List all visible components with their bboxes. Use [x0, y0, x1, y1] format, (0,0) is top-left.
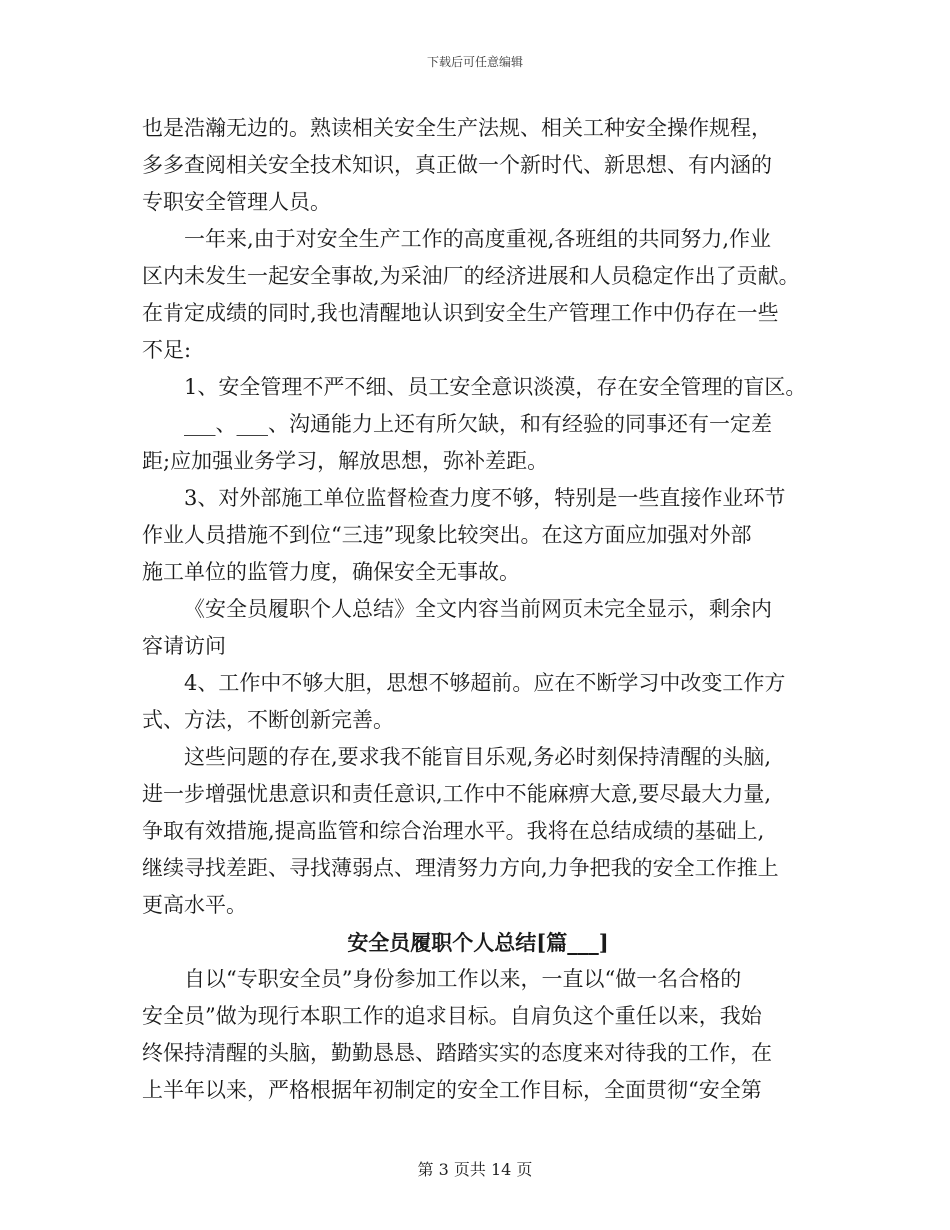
text-line: 一年来,由于对安全生产工作的高度重视,各班组的共同努力,作业: [184, 227, 772, 251]
text-line: 3、对外部施工单位监督检查力度不够，特别是一些直接作业环节: [184, 486, 786, 510]
text-line: 这些问题的存在,要求我不能盲目乐观,务必时刻保持清醒的头脑,: [184, 745, 772, 769]
document-body: [142, 110, 814, 1109]
section-title: 安全员履职个人总结[篇___]: [347, 930, 609, 955]
text-line: 不足:: [142, 338, 192, 362]
text-line: 4、工作中不够大胆，思想不够超前。应在不断学习中改变工作方: [184, 671, 786, 695]
text-line: 距;应加强业务学习，解放思想，弥补差距。: [142, 449, 549, 473]
text-line: 终保持清醒的头脑，勤勤恳恳、踏踏实实的态度来对待我的工作，在: [142, 1041, 772, 1065]
text-line: 继续寻找差距、寻找薄弱点、理清努力方向,力争把我的安全工作推上: [142, 856, 779, 880]
text-line: 更高水平。: [142, 893, 247, 917]
page-footer: 第 3 页共 14 页: [417, 1160, 533, 1179]
body-text-part-2: [142, 961, 814, 1109]
body-text-part-1: [142, 110, 814, 924]
text-line: 安全员”做为现行本职工作的追求目标。自肩负这个重任以来，我始: [142, 1004, 762, 1028]
text-line: ___、___、沟通能力上还有所欠缺，和有经验的同事还有一定差: [184, 412, 772, 436]
text-line: 也是浩瀚无边的。熟读相关安全生产法规、相关工种安全操作规程，: [142, 116, 772, 140]
text-line: 上半年以来，严格根据年初制定的安全工作目标，全面贯彻“安全第: [142, 1078, 762, 1102]
text-line: 施工单位的监管力度，确保安全无事故。: [142, 560, 520, 584]
text-line: 作业人员措施不到位“三违”现象比较突出。在这方面应加强对外部: [142, 523, 752, 547]
text-line: 进一步增强忧患意识和责任意识,工作中不能麻痹大意,要尽最大力量,: [142, 782, 772, 806]
text-line: 区内未发生一起安全事故,为采油厂的经济进展和人员稳定作出了贡献。: [142, 264, 800, 288]
text-line: 容请访问: [142, 634, 226, 658]
text-line: 《安全员履职个人总结》全文内容当前网页未完全显示，剩余内: [184, 597, 772, 621]
text-line: 多多查阅相关安全技术知识，真正做一个新时代、新思想、有内涵的: [142, 153, 772, 177]
text-line: 自以“专职安全员”身份参加工作以来，一直以“做一名合格的: [184, 967, 742, 991]
text-line: 争取有效措施,提高监管和综合治理水平。我将在总结成绩的基础上,: [142, 819, 765, 843]
page-header: 下载后可任意编辑: [426, 55, 523, 69]
text-line: 1、安全管理不严不细、员工安全意识淡漠，存在安全管理的盲区。: [184, 375, 807, 399]
text-line: 在肯定成绩的同时,我也清醒地认识到安全生产管理工作中仍存在一些: [142, 301, 779, 325]
text-line: 式、方法，不断创新完善。: [142, 708, 394, 732]
text-line: 专职安全管理人员。: [142, 190, 331, 214]
